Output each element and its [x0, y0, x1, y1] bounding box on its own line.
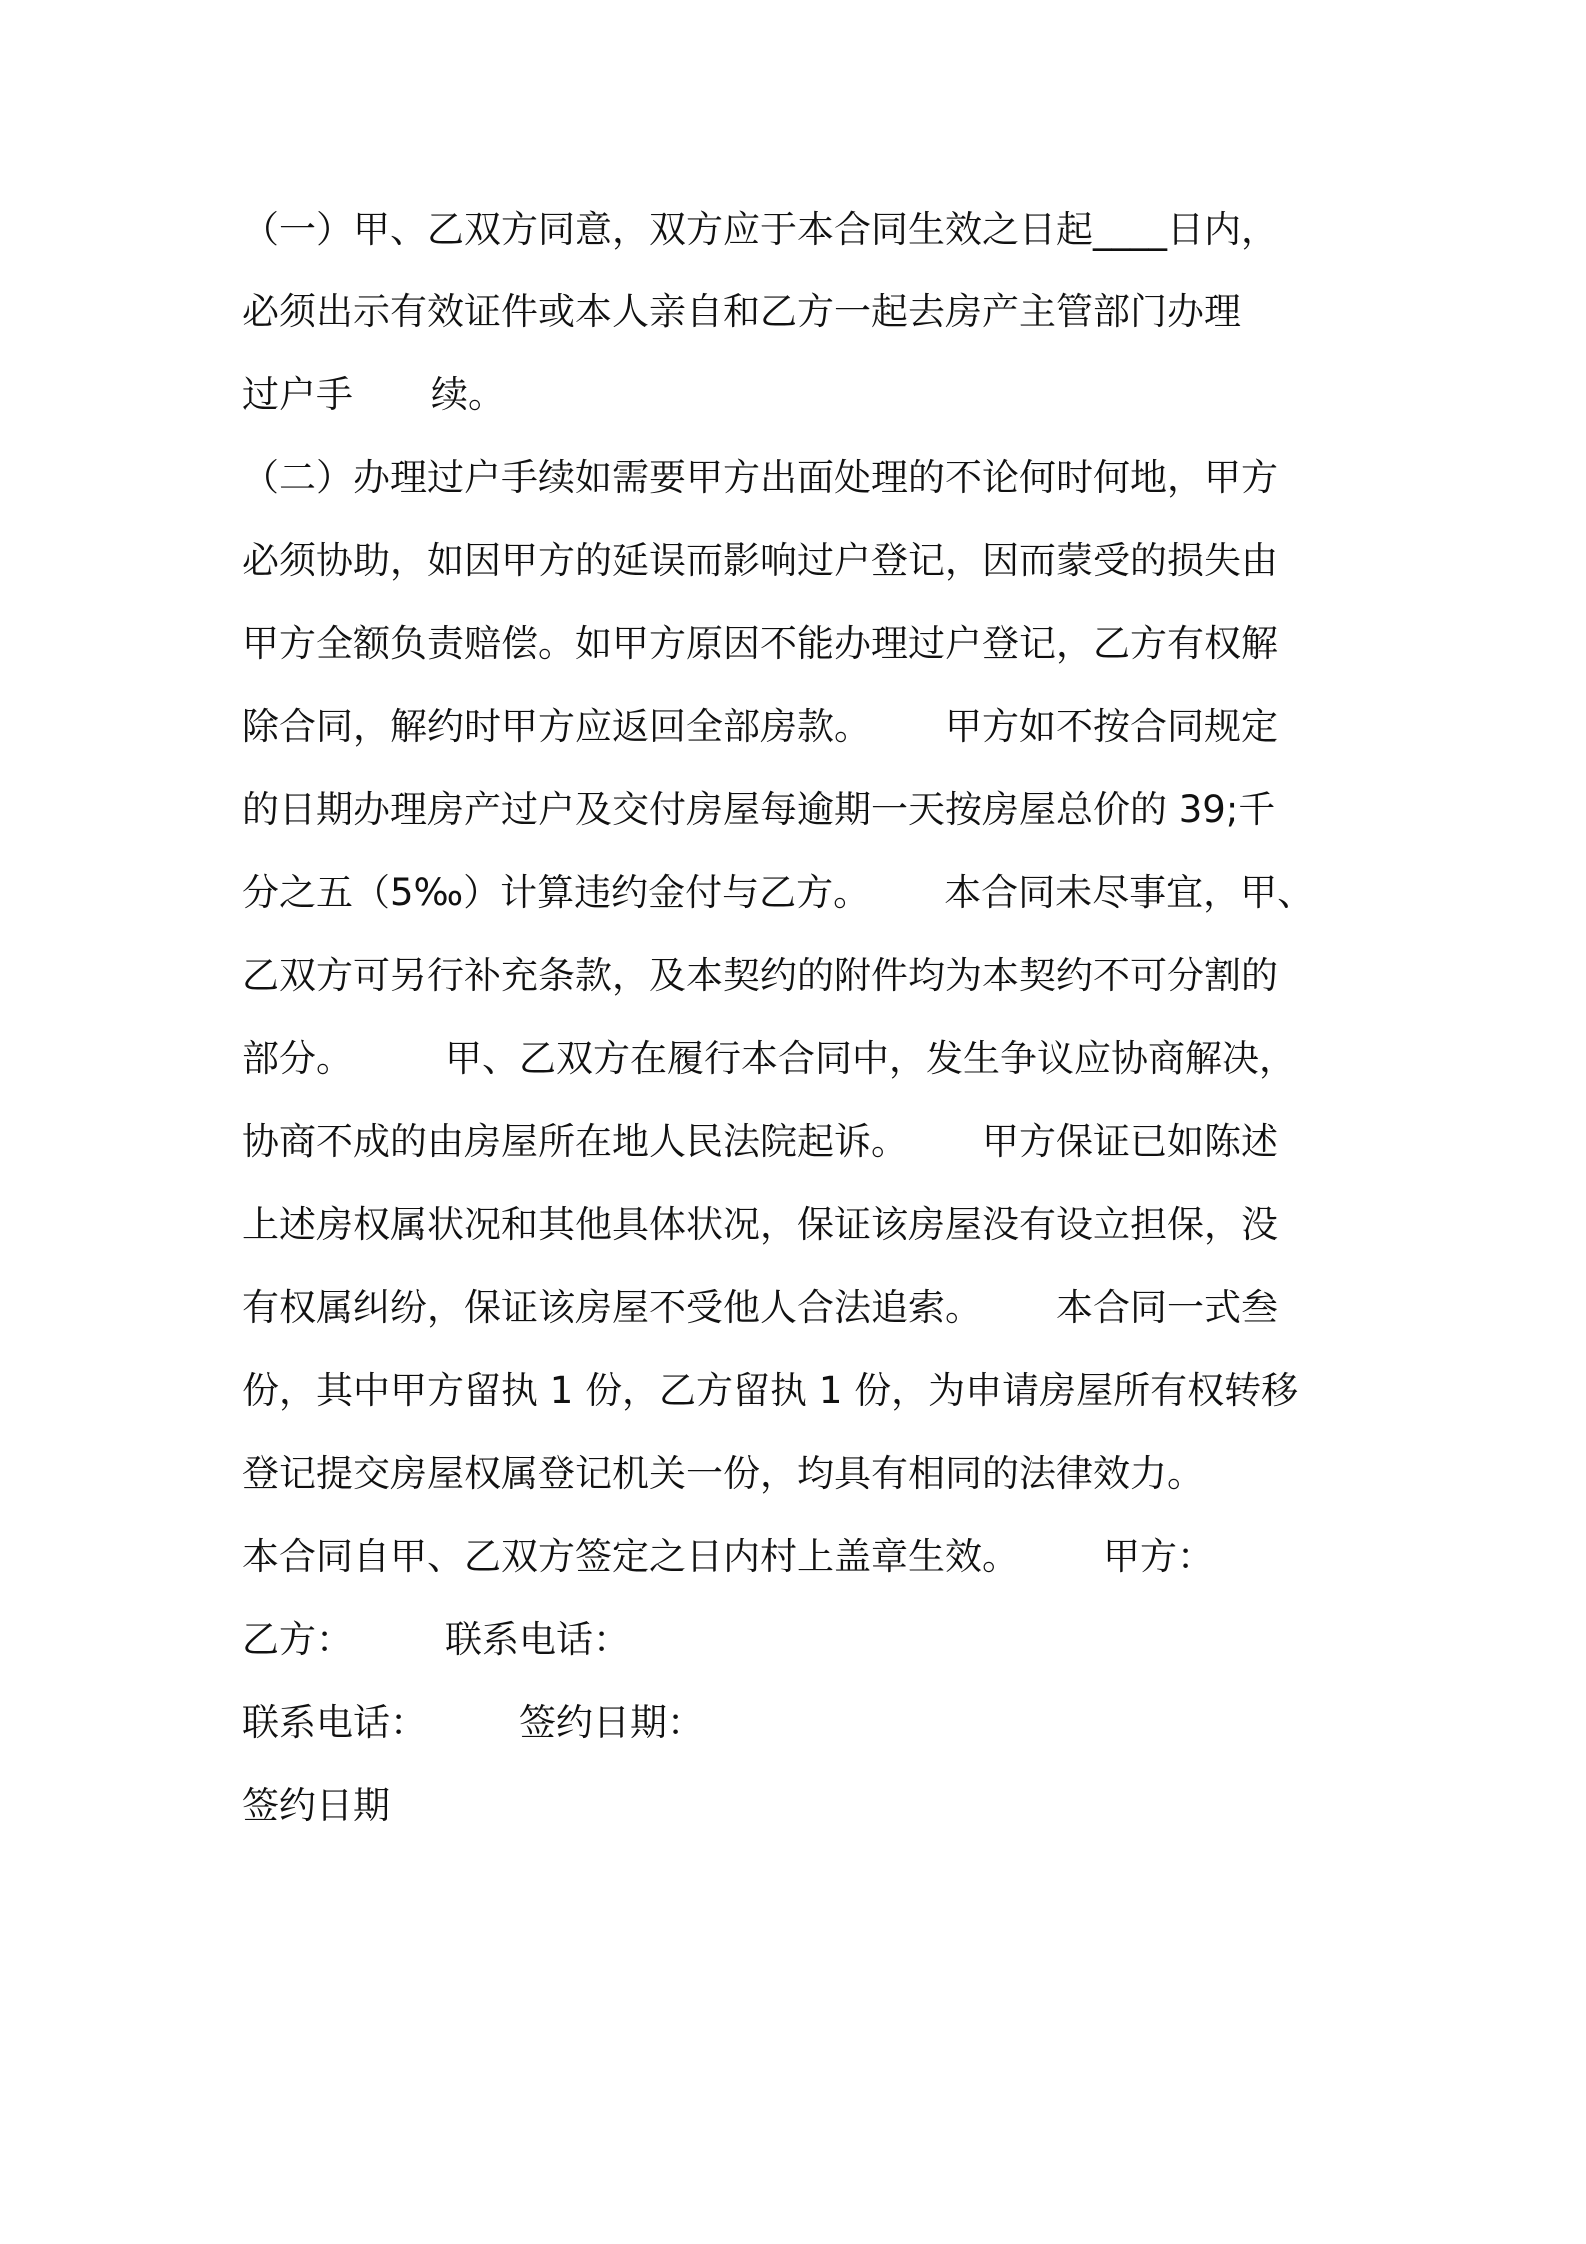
text-segment: 除合同，解约时甲方应返回全部房款。: [242, 705, 871, 748]
text-line: [242, 871, 1314, 915]
text-line: [242, 1286, 1278, 1330]
text-segment: 甲方如不按合同规定: [945, 705, 1278, 748]
phone-label: 联系电话：: [445, 1618, 630, 1661]
party-b-label: 乙方：: [242, 1618, 353, 1661]
text-line: [242, 1535, 1214, 1579]
text-line: [242, 1037, 1296, 1081]
text-line: 必须协助，如因甲方的延误而影响过户登记，因而蒙受的损失由: [242, 539, 1278, 582]
text-segment: 续。: [431, 373, 505, 416]
phone-label: 联系电话：: [242, 1701, 427, 1744]
text-line: 的日期办理房产过户及交付房屋每逾期一天按房屋总价的 39;千: [242, 788, 1276, 831]
text-line: 上述房权属状况和其他具体状况，保证该房屋没有设立担保，没: [242, 1203, 1278, 1246]
text-line: （一）甲、乙双方同意，双方应于本合同生效之日起____日内，: [242, 208, 1278, 251]
text-line: 甲方全额负责赔偿。如甲方原因不能办理过户登记，乙方有权解: [242, 622, 1278, 665]
text-segment: 本合同自甲、乙双方签定之日内村上盖章生效。: [242, 1535, 1019, 1578]
text-line: 份，其中甲方留执 1 份，乙方留执 1 份，为申请房屋所有权转移: [242, 1369, 1299, 1412]
text-segment: 部分。: [242, 1037, 353, 1080]
text-segment: 本合同未尽事宜，甲、: [944, 871, 1315, 914]
party-b-line: [242, 1618, 630, 1662]
text-segment: 过户手: [242, 373, 353, 416]
text-line: [242, 1120, 1278, 1164]
sign-date-label: 签约日期：: [519, 1701, 704, 1744]
text-segment: 分之五（5‰）计算违约金付与乙方。: [242, 871, 871, 914]
text-segment: 甲方：: [1103, 1535, 1214, 1578]
text-segment: 协商不成的由房屋所在地人民法院起诉。: [242, 1120, 908, 1163]
sign-date-line: 签约日期: [242, 1784, 390, 1827]
text-line: [242, 373, 505, 417]
text-line: 必须出示有效证件或本人亲自和乙方一起去房产主管部门办理: [242, 290, 1241, 333]
text-line: 乙双方可另行补充条款，及本契约的附件均为本契约不可分割的: [242, 954, 1278, 997]
text-segment: 有权属纠纷，保证该房屋不受他人合法追索。: [242, 1286, 982, 1329]
text-segment: 甲方保证已如陈述: [982, 1120, 1278, 1163]
text-segment: 甲、乙双方在履行本合同中，发生争议应协商解决，: [445, 1037, 1296, 1080]
text-line: （二）办理过户手续如需要甲方出面处理的不论何时何地，甲方: [242, 456, 1278, 499]
text-line: [242, 705, 1278, 749]
text-line: 登记提交房屋权属登记机关一份，均具有相同的法律效力。: [242, 1452, 1204, 1495]
phone-line: [242, 1701, 704, 1745]
text-segment: 本合同一式叁: [1056, 1286, 1278, 1329]
